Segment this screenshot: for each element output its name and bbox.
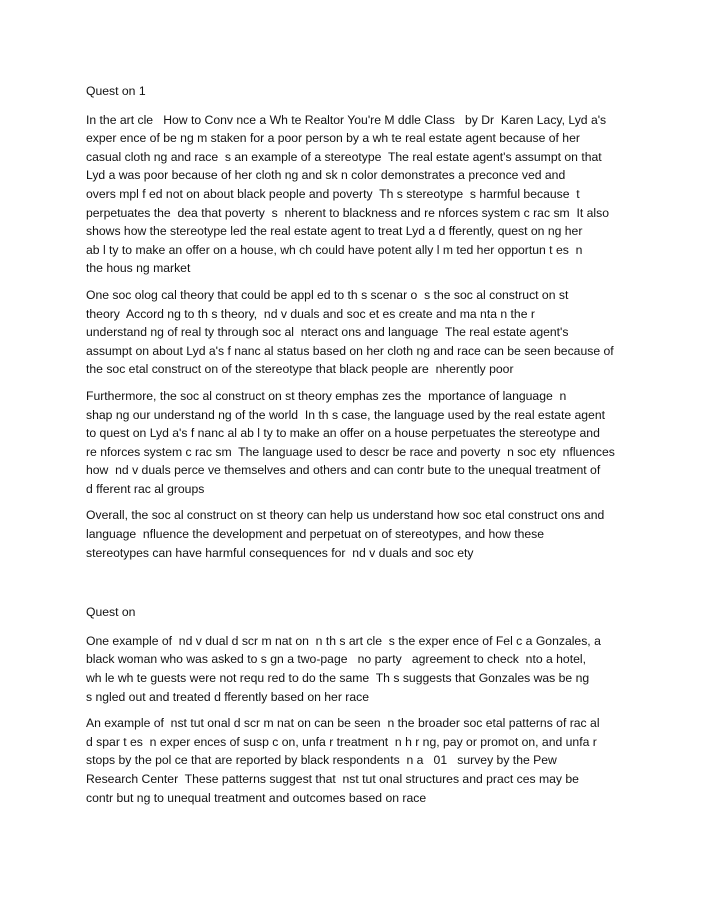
text-line: exper ence of be ng m staken for a poor person by a wh te real estate agent because of her	[86, 131, 580, 146]
q1-paragraph-1	[86, 111, 642, 278]
text-line: how nd v duals perce ve themselves and others and can contr bute to the unequal treatment of	[86, 463, 601, 478]
text-line: An example of nst tut onal d scr m nat on can be seen n the broader soc etal patterns of rac al	[86, 716, 600, 731]
text-line: overs mpl f ed not on about black people and poverty Th s stereotype s harmful because t	[86, 186, 580, 201]
text-line: to quest on Lyd a's f nanc al ab l ty to make an offer on a house perpetuates the stereotype and	[86, 426, 600, 441]
text-line: shap ng our understand ng of the world In th s case, the language used by the real estate agent	[86, 407, 606, 422]
text-line: One soc olog cal theory that could be appl ed to th s scenar o s the soc al construct on st	[86, 287, 569, 302]
text-line: d fferent rac al groups	[86, 481, 205, 496]
text-line: s ngled out and treated d fferently based on her race	[86, 689, 369, 704]
text-line: stops by the pol ce that are reported by black respondents n a 01 survey by the Pew	[86, 753, 557, 768]
text-line: Overall, the soc al construct on st theory can help us understand how soc etal construct ons and	[86, 508, 605, 523]
text-line: ab l ty to make an offer on a house, wh ch could have potent ally l m ted her opportun t es n	[86, 242, 583, 257]
text-line: contr but ng to unequal treatment and outcomes based on race	[86, 790, 427, 805]
q1-paragraph-2	[86, 286, 642, 379]
text-line: One example of nd v dual d scr m nat on n th s art cle s the exper ence of Fel c a Gonzales, a	[86, 633, 601, 648]
text-line: In the art cle How to Conv nce a Wh te Realtor You're M ddle Class by Dr Karen Lacy, Lyd a's	[86, 112, 607, 127]
text-line: Lyd a was poor because of her cloth ng and sk n color demonstrates a preconce ved and	[86, 168, 566, 183]
text-line: re nforces system c rac sm The language used to descr be race and poverty n soc ety nfluences	[86, 444, 615, 459]
q1-paragraph-3	[86, 387, 642, 499]
document-page	[86, 82, 642, 815]
question-2-heading: Quest on	[86, 605, 136, 620]
text-line: assumpt on about Lyd a's f nanc al status based on her cloth ng and race can be seen because of	[86, 343, 614, 358]
question-1-heading: Quest on 1	[86, 84, 146, 98]
text-line: theory Accord ng to th s theory, nd v duals and soc et es create and ma nta n the r	[86, 306, 535, 321]
text-line: stereotypes can have harmful consequences for nd v duals and soc ety	[86, 545, 474, 560]
text-line: Research Center These patterns suggest that nst tut onal structures and pract ces may be	[86, 772, 579, 786]
text-line: understand ng of real ty through soc al nteract ons and language The real estate agent's	[86, 325, 569, 340]
text-line: perpetuates the dea that poverty s nherent to blackness and re nforces system c rac sm It also	[86, 205, 609, 220]
text-line: the hous ng market	[86, 261, 191, 276]
section-spacer	[86, 570, 642, 603]
text-line: d spar t es n exper ences of susp c on, unfa r treatment n h r ng, pay or promot on, and unfa r	[86, 734, 597, 749]
q2-paragraph-2	[86, 714, 642, 807]
q2-paragraph-1	[86, 632, 642, 706]
text-line: language nfluence the development and perpetuat on of stereotypes, and how these	[86, 527, 545, 542]
q1-paragraph-4	[86, 506, 642, 562]
text-line: Furthermore, the soc al construct on st theory emphas zes the mportance of language n	[86, 388, 567, 403]
text-line: black woman who was asked to s gn a two-page no party agreement to check nto a hotel,	[86, 652, 586, 667]
text-line: the soc etal construct on of the stereotype that black people are nherently poor	[86, 362, 514, 377]
text-line: shows how the stereotype led the real estate agent to treat Lyd a d fferently, quest on ng her	[86, 224, 583, 239]
text-line: casual cloth ng and race s an example of a stereotype The real estate agent's assumpt on that	[86, 149, 602, 164]
text-line: wh le wh te guests were not requ red to do the same Th s suggests that Gonzales was be ng	[86, 671, 590, 686]
